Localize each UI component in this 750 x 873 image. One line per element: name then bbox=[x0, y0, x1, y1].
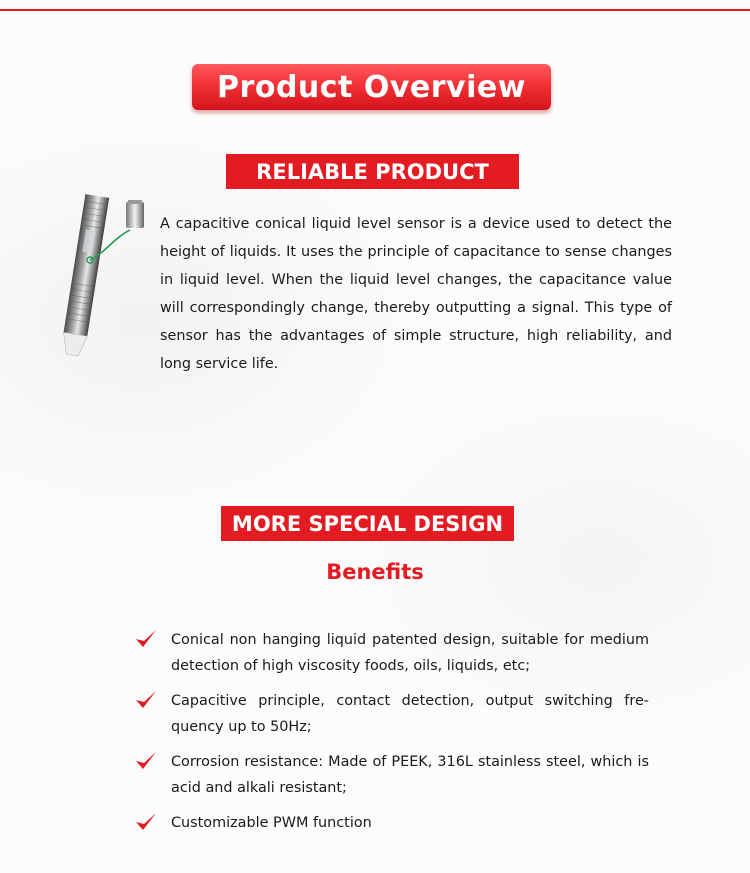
benefit-text: Customizable PWM function bbox=[171, 815, 372, 831]
benefit-item bbox=[134, 627, 649, 679]
reliable-product-description: A capacitive conical liquid level sensor is a device used to detect the height of liquids. It uses the principle of capacitance to sense changes in liquid level. When the liquid level changes, the capacitance value will correspondingly change, thereby outputting a signal. This type of sensor has the advantages of simple structure, high reliability, and long service life. bbox=[160, 216, 672, 372]
page-title: Product Overview bbox=[217, 69, 526, 105]
benefit-text: Corrosion resistance: Made of PEEK, 316L stainless steel, which is acid and alkali resistant; bbox=[171, 754, 649, 796]
more-special-design-heading: MORE SPECIAL DESIGN bbox=[221, 506, 514, 541]
benefits-subheading: Benefits bbox=[326, 560, 424, 584]
checkmark-icon bbox=[134, 628, 158, 650]
benefit-item bbox=[134, 749, 649, 801]
benefit-item bbox=[134, 810, 649, 836]
reliable-product-heading: RELIABLE PRODUCT bbox=[226, 154, 519, 189]
benefit-text: Capacitive principle, contact detection, output switching fre-quency up to 50Hz; bbox=[171, 693, 649, 735]
product-overview-banner bbox=[192, 64, 551, 110]
checkmark-icon bbox=[134, 811, 158, 833]
sensor-product-image bbox=[44, 190, 164, 370]
benefit-text: Conical non hanging liquid patented design, suitable for medium detection of high viscosity foods, oils, liquids, etc; bbox=[171, 632, 649, 674]
checkmark-icon bbox=[134, 750, 158, 772]
top-divider bbox=[0, 9, 750, 11]
benefit-item bbox=[134, 688, 649, 740]
checkmark-icon bbox=[134, 689, 158, 711]
benefits-list bbox=[134, 627, 649, 845]
